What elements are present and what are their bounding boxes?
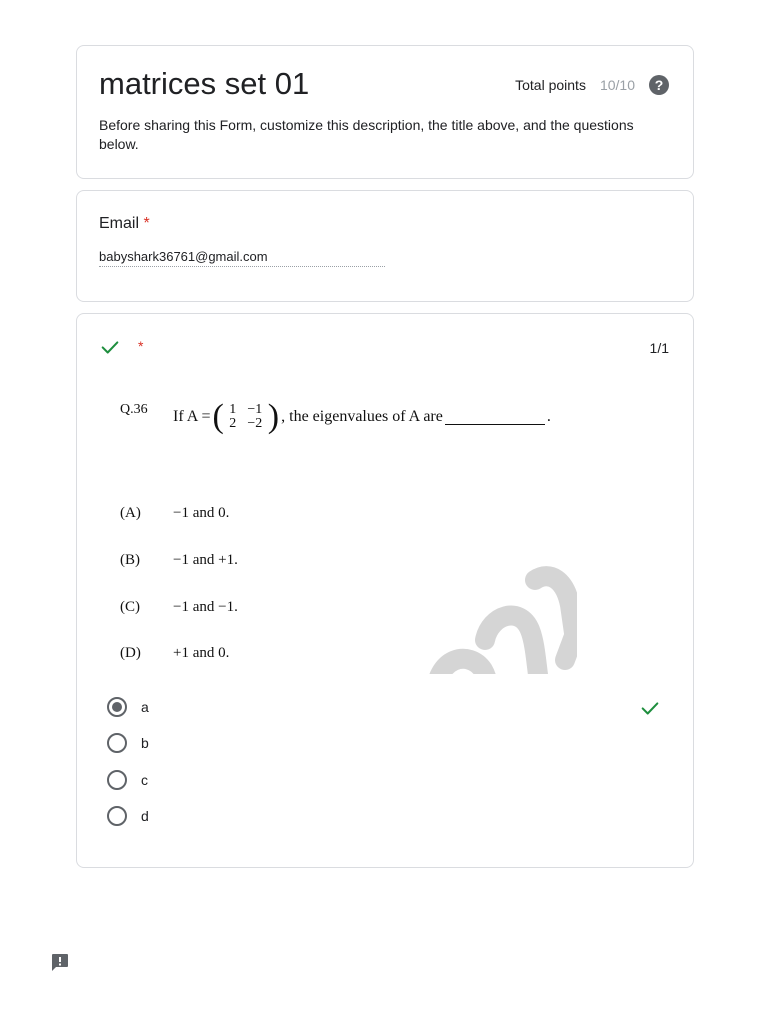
form-title: matrices set 01 — [99, 66, 310, 101]
email-label — [99, 215, 150, 233]
question-score: 1/1 — [649, 340, 669, 356]
total-points-value: 10/10 — [599, 77, 635, 93]
question-number: Q.36 — [120, 402, 148, 417]
matrix-entry: 2 — [229, 416, 237, 431]
matrix — [212, 400, 279, 434]
question-text-suffix: , the eigenvalues of A are — [281, 408, 443, 425]
required-marker: * — [138, 338, 144, 354]
check-icon — [99, 336, 121, 358]
answer-blank — [445, 410, 545, 425]
question-text-end: . — [546, 408, 551, 425]
choice-label: b — [141, 735, 149, 751]
radio-button-selected[interactable] — [107, 697, 127, 717]
matrix-entry: 1 — [229, 402, 237, 417]
option-label: (A) — [120, 505, 141, 521]
option-label: (D) — [120, 645, 141, 661]
choice-c[interactable] — [107, 770, 148, 790]
question-text — [173, 400, 551, 434]
choice-label: d — [141, 808, 149, 824]
choice-a[interactable] — [107, 697, 149, 717]
email-label-text: Email — [99, 215, 140, 232]
choice-d[interactable] — [107, 806, 149, 826]
help-circle-icon[interactable]: ? — [649, 75, 669, 95]
radio-button[interactable] — [107, 770, 127, 790]
total-points — [515, 75, 669, 95]
matrix-entry: −2 — [247, 416, 263, 431]
email-value: babyshark36761@gmail.com — [99, 249, 385, 267]
matrix-entries — [224, 403, 268, 431]
option-text: −1 and +1. — [173, 552, 238, 568]
option-text: −1 and −1. — [173, 599, 238, 615]
matrix-right-paren: ) — [267, 398, 280, 435]
form-description: Before sharing this Form, customize this description, the title above, and the questions below. — [99, 117, 634, 152]
feedback-icon[interactable] — [50, 952, 70, 972]
option-text: +1 and 0. — [173, 645, 230, 661]
question-text-prefix: If A = — [173, 408, 211, 425]
choice-label: c — [141, 772, 148, 788]
watermark-graphic — [375, 560, 577, 674]
required-marker: * — [143, 215, 150, 232]
email-card — [76, 190, 694, 302]
radio-button[interactable] — [107, 733, 127, 753]
matrix-left-paren: ( — [212, 398, 224, 435]
radio-button[interactable] — [107, 806, 127, 826]
option-label: (C) — [120, 599, 140, 615]
choice-label: a — [141, 699, 149, 715]
option-text: −1 and 0. — [173, 505, 230, 521]
total-points-label: Total points — [515, 77, 586, 93]
question-image — [77, 374, 637, 674]
question-card — [76, 313, 694, 868]
form-header-card — [76, 45, 694, 179]
check-icon — [639, 697, 661, 719]
matrix-entry: −1 — [247, 402, 263, 417]
option-label: (B) — [120, 552, 140, 568]
choice-b[interactable] — [107, 733, 149, 753]
